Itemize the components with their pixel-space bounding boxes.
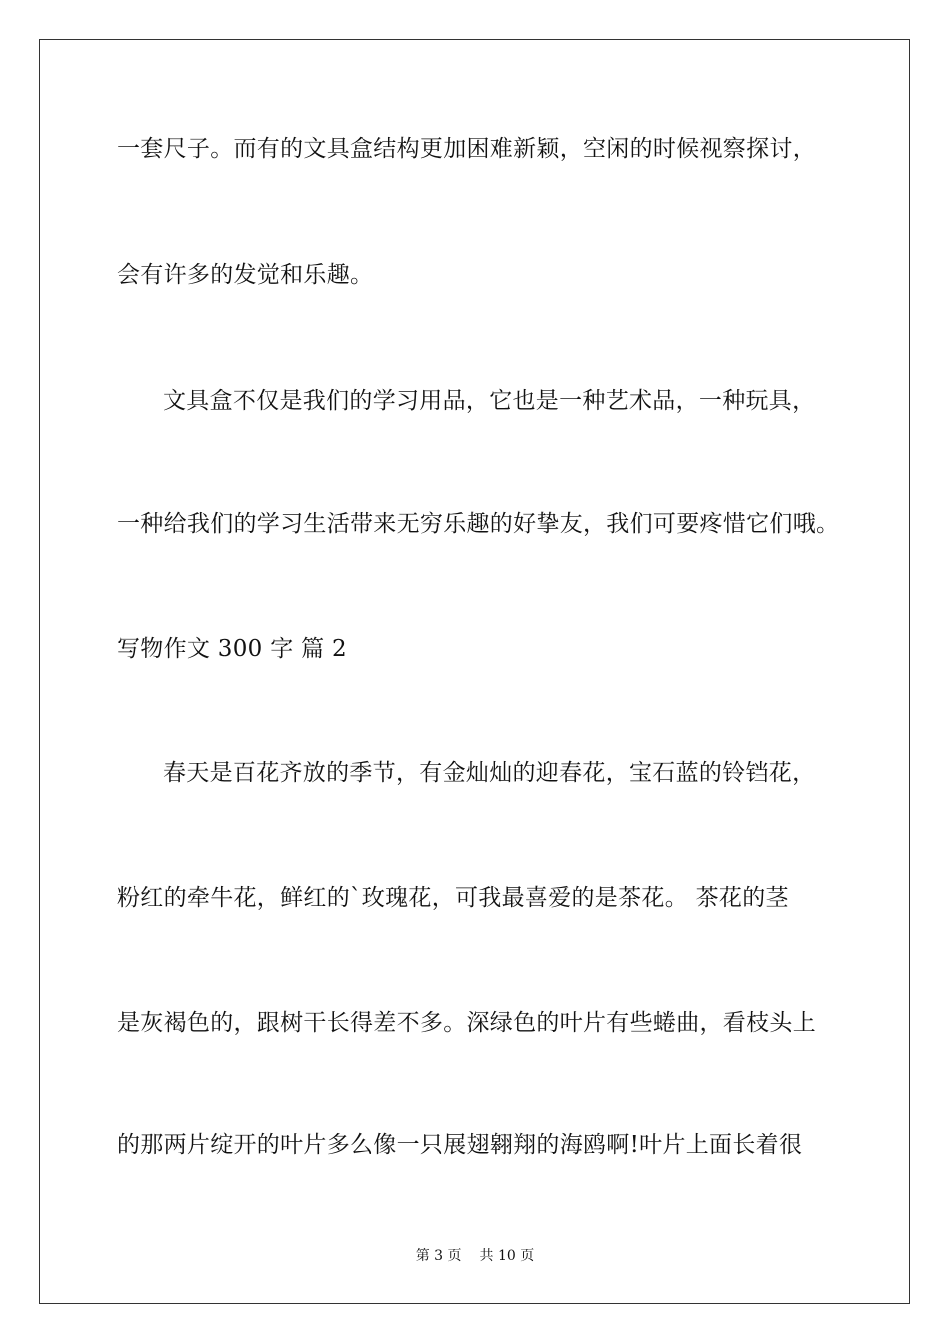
- paragraph-first-line: 文具盒不仅是我们的学习用品，它也是一种艺术品，一种玩具，: [163, 388, 816, 414]
- body-text-line: 粉红的牵牛花，鲜红的`玫瑰花，可我最喜爱的是茶花。 茶花的茎: [117, 885, 789, 911]
- paragraph-first-line: 春天是百花齐放的季节，有金灿灿的迎春花，宝石蓝的铃铛花，: [163, 760, 816, 786]
- page-number: 第 3 页: [415, 1248, 462, 1264]
- body-text-line: 的那两片绽开的叶片多么像一只展翅翱翔的海鸥啊!叶片上面长着很: [117, 1132, 803, 1158]
- body-text-line: 是灰褐色的，跟树干长得差不多。深绿色的叶片有些蜷曲，看枝头上: [117, 1010, 816, 1036]
- body-text-line: 一套尺子。而有的文具盒结构更加困难新颖，空闲的时候视察探讨，: [117, 136, 816, 162]
- body-text-line: 会有许多的发觉和乐趣。: [117, 262, 374, 288]
- body-text-line: 一种给我们的学习生活带来无穷乐趣的好挚友，我们可要疼惜它们哦。: [117, 511, 840, 537]
- page-total: 共 10 页: [479, 1248, 535, 1264]
- page-border: [39, 39, 910, 1304]
- section-heading: 写物作文 300 字 篇 2: [117, 636, 347, 662]
- page-footer: [0, 1247, 950, 1265]
